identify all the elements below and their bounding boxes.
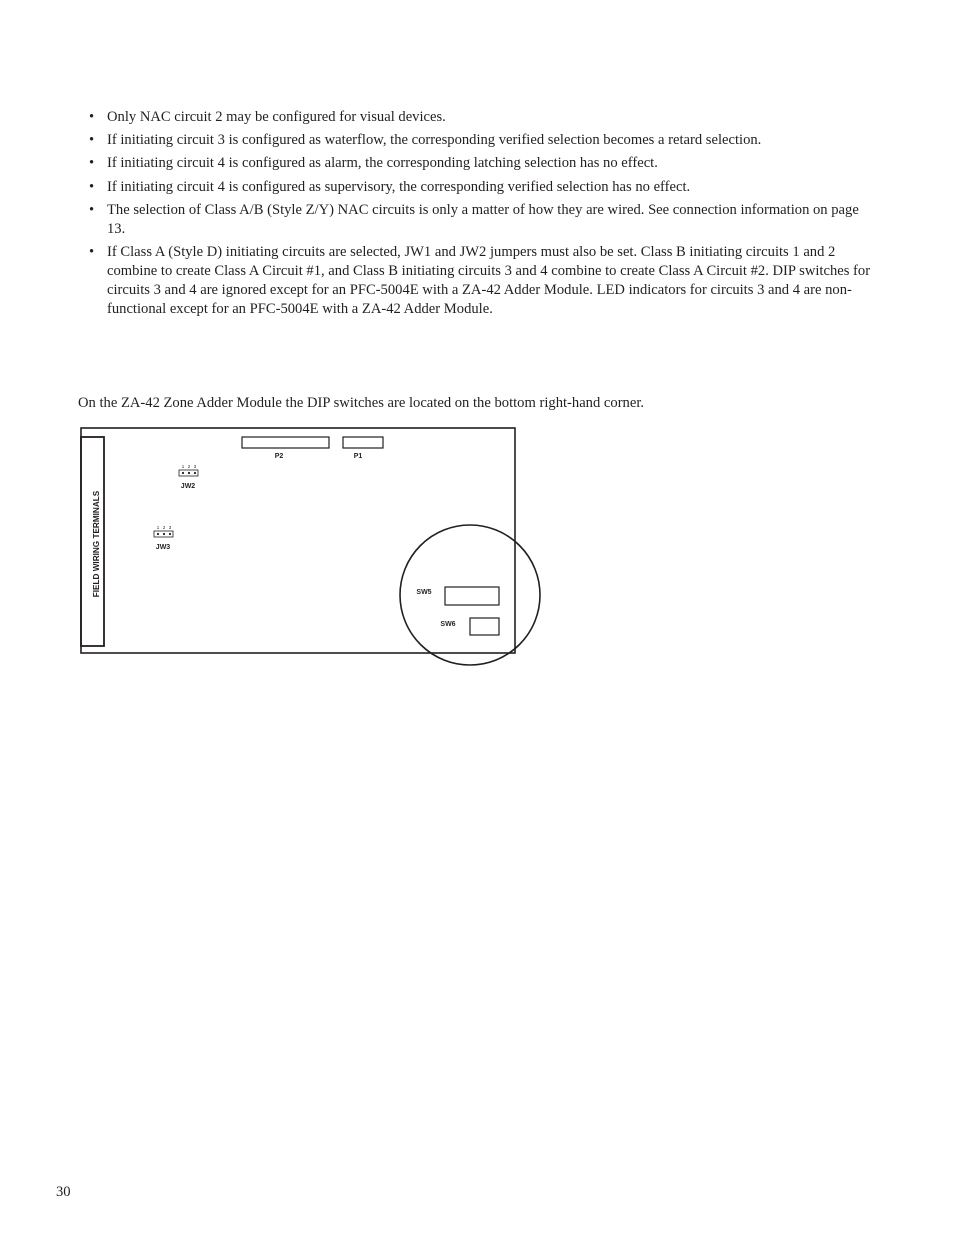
- bullet-list: [86, 108, 876, 323]
- bullet-item: [86, 178, 876, 197]
- jw2-label: JW2: [180, 483, 196, 490]
- bullet-text: Only NAC circuit 2 may be configured for visual devices.: [107, 109, 446, 125]
- jumper-jw3: [154, 525, 173, 551]
- bullet-item: [86, 108, 876, 127]
- bullet-item: [86, 243, 876, 319]
- jumper-jw2: [179, 464, 198, 490]
- bullet-text: If initiating circuit 4 is configured as alarm, the corresponding latching selection has no effect.: [107, 155, 658, 172]
- dip-switch-sw5: [445, 587, 499, 605]
- bullet-dot: •: [89, 243, 95, 260]
- sw6-label: SW6: [440, 621, 456, 628]
- bullet-item: [86, 154, 876, 173]
- board-outline: [81, 428, 515, 653]
- bullet-item: [86, 201, 876, 239]
- dip-switch-sw6: [470, 618, 499, 635]
- sw5-label: SW5: [416, 589, 432, 596]
- jw3-label: JW3: [155, 544, 171, 551]
- jw2-pin-1: 1: [181, 464, 185, 469]
- bullet-text: If Class A (Style D) initiating circuits are selected, JW1 and JW2 jumpers must also be set. Class B initiating circuits 1 and 2 combine to create Class A Circuit #1, and Class B initiating circuits 3 and 4 combine to create Class A Circuit #2. DIP switches for circuits 3 and 4 are ignored except for an PFC-5004E with a ZA-42 Adder Module. LED indicators for circuits 3 and 4 are non-functional except for an PFC-5004E with a ZA-42 Adder Module.: [107, 243, 871, 317]
- za42-board-diagram: [78, 425, 544, 670]
- connector-p2: [242, 437, 329, 448]
- bullet-dot: •: [89, 109, 95, 125]
- bullet-text: The selection of Class A/B (Style Z/Y) NAC circuits is only a matter of how they are wired. See connection information on page 13.: [107, 201, 859, 237]
- page-number: 30: [56, 1184, 71, 1200]
- intro-paragraph: On the ZA-42 Zone Adder Module the DIP switches are located on the bottom right-hand corner.: [78, 395, 645, 411]
- bullet-item: [86, 131, 876, 150]
- bullet-text: If initiating circuit 4 is configured as supervisory, the corresponding verified selection has no effect.: [107, 178, 691, 195]
- jw2-pin-3: 3: [193, 464, 197, 469]
- connector-p1-label: P1: [353, 453, 363, 460]
- bullet-text: If initiating circuit 3 is configured as waterflow, the corresponding verified selection becomes a retard selection.: [107, 132, 762, 149]
- bullet-dot: •: [89, 201, 95, 218]
- connector-p2-label: P2: [274, 453, 284, 460]
- connector-p1: [343, 437, 383, 448]
- bullet-dot: •: [89, 155, 95, 172]
- jw3-pin-3: 3: [168, 525, 172, 530]
- bullet-dot: •: [89, 132, 95, 149]
- jw3-pin-2: 2: [162, 525, 166, 530]
- bullet-dot: •: [89, 178, 95, 195]
- jw3-pin-1: 1: [156, 525, 160, 530]
- jw2-pin-2: 2: [187, 464, 191, 469]
- terminal-label: FIELD WIRING TERMINALS: [92, 490, 101, 598]
